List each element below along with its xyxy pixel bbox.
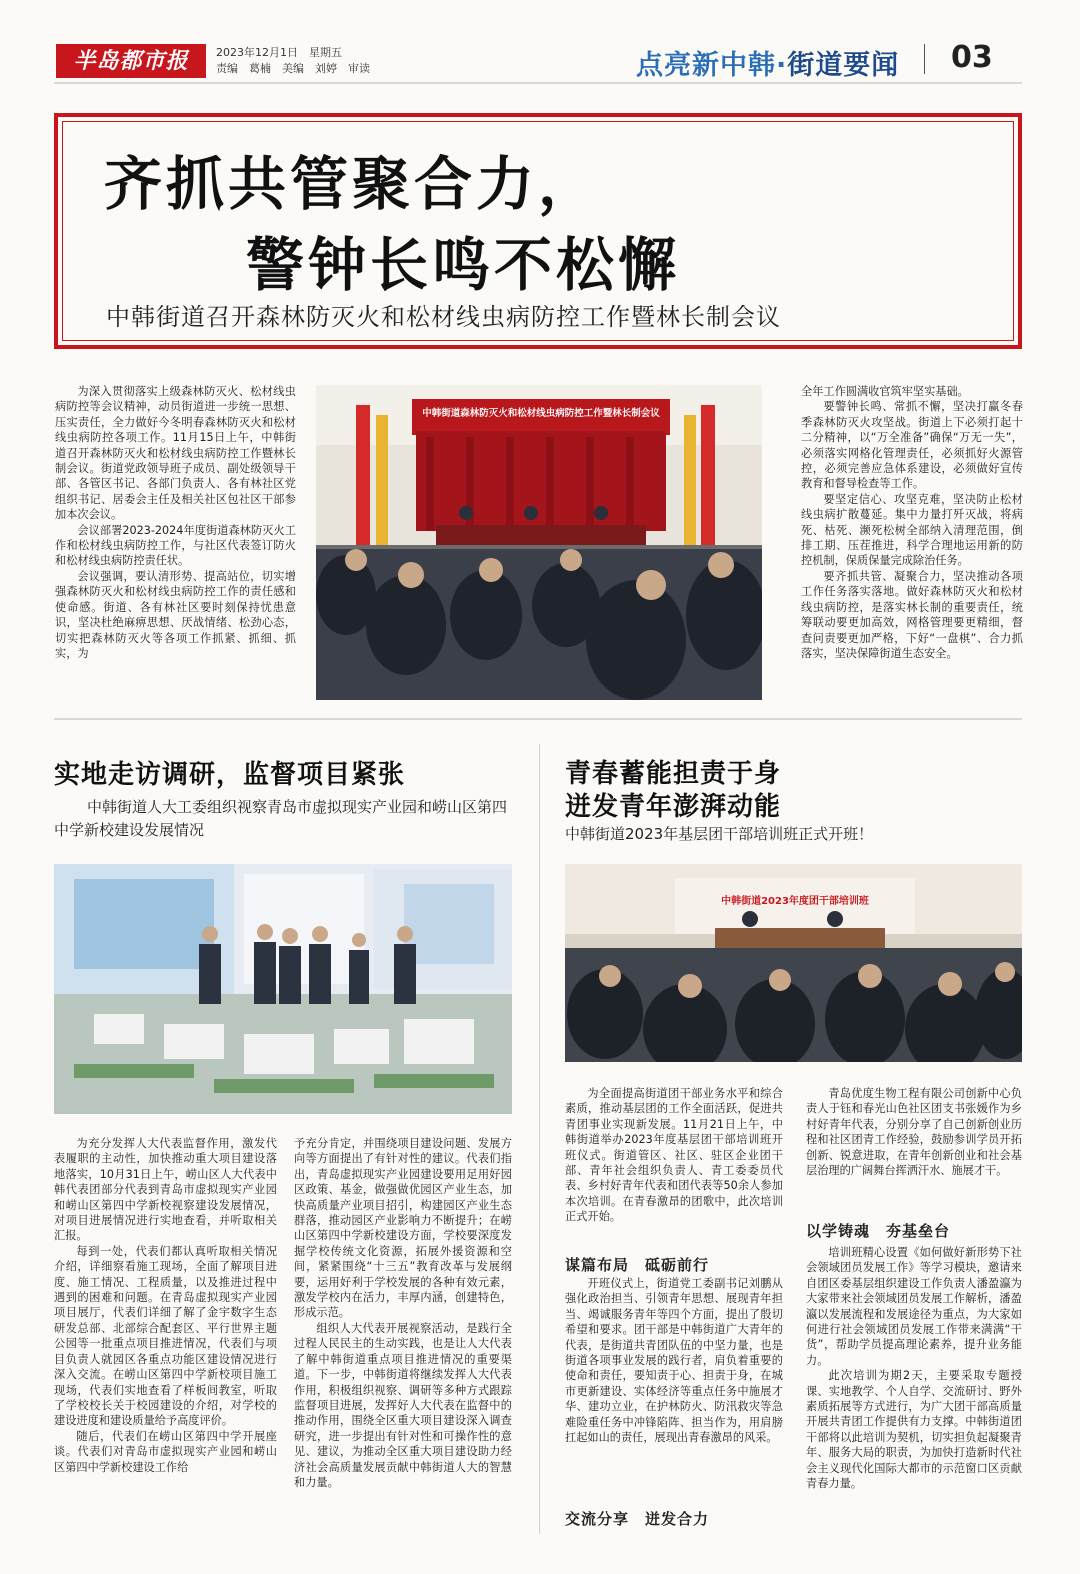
newspaper-logo: 半岛都市报: [56, 44, 206, 78]
right-article-title-line2: 迸发青年澎湃动能: [565, 792, 782, 822]
paragraph: 每到一处，代表们都认真听取相关情况介绍，详细察看施工现场，全面了解项目进度、施工情况、工程质量，以及推进过程中遇到的困难和问题。在青岛虚拟现实产业园项目展厅，代表们详细了解了金宇数字生态研发总部、北部综合配套区、平行世界主题公园等一批重点项目推进情况，代表们与项目负责人就园区各重点功能区建设情况进行深入交流。在崂山区第四中学新校项目施工现场，代表们实地查看了样板间教室，听取了学校校长关于校园建设的介绍，对学校的建设进度和建设质量给予高度评价。: [54, 1244, 277, 1428]
right-article-intro: [565, 1086, 783, 1234]
paragraph: 组织人大代表开展视察活动，是践行全过程人民民主的生动实践，也是让人大代表了解中韩街道重点项目推进情况的重要渠道。下一步，中韩街道将继续发挥人大代表作用，积极组织视察、调研等多种方式跟踪监督项目进展，发挥好人大代表在监督中的推动作用，围绕全区重大项目建设深入调查研究，进一步提出有针对性和可操作性的意见、建议，为推动全区重大项目建设助力经济社会高质量发展贡献中韩街道人大的智慧和力量。: [294, 1321, 512, 1489]
headline-subtitle: 中韩街道召开森林防灭火和松材线虫病防控工作暨林长制会议: [106, 303, 781, 331]
section-title: [636, 43, 899, 82]
lead-right-column: [801, 384, 1023, 700]
right-article-body-b: [806, 1245, 1022, 1535]
section-title-b: 街道要闻: [787, 50, 900, 81]
headline-line2: 警钟长鸣不松懈: [246, 231, 681, 299]
paragraph: 随后，代表们在崂山区第四中学开展座谈。代表们对青岛市虚拟现实产业园和崂山区第四中学新校建设工作给: [54, 1429, 277, 1474]
paragraph: 全年工作圆满收官筑牢坚实基础。: [801, 385, 969, 398]
right-article-intro-b: [806, 1086, 1022, 1204]
left-article-column-2: [294, 1136, 512, 1528]
paragraph: 要坚定信心、攻坚克难，坚决防止松材线虫病扩散蔓延。集中力量打歼灭战，将病死、枯死、濒死松树全部纳入清理范围，倒排工期、压茬推进，科学合理地运用新的防控机制，保质保量完成除治任务。: [801, 492, 1023, 568]
editors-line: 责编 葛楠 美编 刘婷 审读: [216, 62, 370, 75]
left-article-subtitle: 中韩街道人大工委组织视察青岛市虚拟现实产业园和崂山区第四中学新校建设发展情况: [54, 798, 508, 839]
section-rule: [54, 718, 1022, 720]
subsection-heading-2: 以学铸魂 夯基垒台: [806, 1222, 951, 1240]
section-title-a: 点亮新中韩·: [636, 50, 788, 81]
meeting-photo: [316, 385, 762, 700]
paragraph: 会议部署2023-2024年度街道森林防灭火工作和松材线虫病防控工作，与社区代表签订防火和松材线虫病防控责任状。: [55, 523, 296, 568]
page-number: 03: [951, 40, 993, 75]
industrial-park-photo: [54, 864, 512, 1114]
subsection-heading-3: 交流分享 迸发合力: [565, 1510, 710, 1528]
paragraph: 要齐抓共管、凝聚合力，坚决推动各项工作任务落实落地。做好森林防灭火和松材线虫病防控，是落实林长制的重要责任，统筹联动要更加高效，网格管理要更精细，督查问责要更加严格，下好“一盘棋”、合力抓落实，坚决保障街道生态安全。: [801, 569, 1023, 660]
paragraph: 培训班精心设置《如何做好新形势下社会领域团员发展工作》等学习模块，邀请来自团区委基层组织建设工作负责人潘盈瀛为大家带来社会领域团员发展工作解析，潘盈瀛以发展流程和发展途径为重点，为大家如何进行社会领域团员发展工作带来满满“干货”，帮助学员提高理论素养，提升业务能力。: [806, 1246, 1022, 1367]
paragraph: 开班仪式上，街道党工委副书记刘鹏从强化政治担当、引领青年思想、展现青年担当、竭诚服务青年等四个方面，提出了殷切希望和要求。团干部是中韩街道广大青年的代表，是街道共青团队伍的中坚力量，也是街道各项事业发展的践行者，肩负着重要的使命和责任，要知责于心、担责于身，在城市更新建设、实体经济等重点任务中施展才华、建功立业，在护林防火、防汛救灾等急难险重任务中冲锋陷阵、担当作为，用肩膀扛起如山的责任，展现出青春激昂的风采。: [565, 1277, 783, 1445]
lead-left-column: [55, 384, 296, 680]
paragraph: 予充分肯定，并围绕项目建设问题、发展方向等方面提出了有针对性的建议。代表们指出，青岛虚拟现实产业园建设要用足用好园区政策、基金，做强做优园区产业生态，加快高质量产业项目招引，构建园区产业生态群落，推动园区产业影响力不断提升；在崂山区第四中学新校建设方面，学校要深度发掘学校传统文化资源，拓展外援资源和空间，紧紧围绕“十三五”教育改革与发展纲要，运用好利于学校发展的各种有效元素，激发学校内在活力，丰厚内涵，创建特色，形成示范。: [294, 1137, 512, 1320]
paragraph: 会议强调，要认清形势、提高站位，切实增强森林防灭火和松材线虫病防控工作的责任感和使命感。街道、各有林社区要时刻保持忧患意识，坚决杜绝麻痹思想、厌战情绪、松劲心态，切实把森林防灭火等各项工作抓紧、抓细、抓实，为: [55, 569, 296, 660]
column-divider: [539, 744, 540, 1534]
paragraph: 为充分发挥人大代表监督作用，激发代表履职的主动性，加快推动重大项目建设落地落实，10月31日上午，崂山区人大代表中韩代表团部分代表到青岛市虚拟现实产业园和崂山区第四中学新校视察建设发展情况，对项目进展情况进行实地查看，并听取相关汇报。: [54, 1137, 277, 1243]
issue-date: 2023年12月1日 星期五: [216, 46, 342, 59]
paragraph: 为深入贯彻落实上级森林防灭火、松材线虫病防控等会议精神，动员街道进一步统一思想、压实责任，全力做好今冬明春森林防灭火和松材线虫病防控各项工作。11月15日上午，中韩街道召开森林防灭火和松材线虫病防控工作暨林长制会议。街道党政领导班子成员、副处级领导干部、各管区书记、各部门负责人、各有林社区党组织书记、居委会主任及相关社区包社区干部参加本次会议。: [55, 385, 296, 522]
right-article-body-a: [565, 1276, 783, 1480]
training-photo: [565, 864, 1022, 1062]
left-article-column-1: [54, 1136, 277, 1528]
subsection-heading-1: 谋篇布局 砥砺前行: [565, 1256, 710, 1274]
paragraph: 此次培训为期2天，主要采取专题授课、实地教学、个人自学、交流研讨、野外素质拓展等方式进行，为广大团干部高质量开展共青团工作提供有力支撑。中韩街道团干部将以此培训为契机，切实担负起凝聚青年、服务大局的职责，为加快打造新时代社会主义现代化国际大都市的示范窗口区贡献青春力量。: [806, 1369, 1022, 1491]
header-rule: [54, 82, 1022, 84]
paragraph: 青岛优度生物工程有限公司创新中心负责人于钰和春光山色社区团支书张媛作为乡村好青年代表，分别分享了自己创新创业历程和社区团青工作经验，鼓励参训学员开拓创新、锐意进取，在青年创新创业和社会基层治理的广阔舞台挥洒汗水、施展才干。: [806, 1087, 1022, 1178]
paragraph: 要警钟长鸣、常抓不懈，坚决打赢冬春季森林防灭火攻坚战。街道上下必须打起十二分精神，以“万全准备”确保“万无一失”，必须落实网格化管理责任，必须抓好火源管控，必须完善应急体系建设，必须做好宣传教育和督导检查等工作。: [801, 400, 1023, 491]
photo-banner: 中韩街道森林防灭火和松材线虫病防控工作暨林长制会议: [422, 408, 660, 419]
right-article-subtitle: 中韩街道2023年基层团干部培训班正式开班！: [565, 825, 874, 843]
right-article-title-line1: 青春蓄能担责于身: [565, 759, 782, 789]
left-article-title: 实地走访调研，监督项目紧张: [54, 760, 406, 790]
header-divider: [924, 44, 925, 74]
headline-line1: 齐抓共管聚合力，: [104, 150, 601, 218]
paragraph: 为全面提高街道团干部业务水平和综合素质，推动基层团的工作全面活跃，促进共青团事业实现新发展。11月21日上午，中韩街道举办2023年度基层团干部培训班开班仪式。街道管区、社区、驻区企业团干部、青年社会组织负责人、青工委委员代表、乡村好青年代表和团代表等50余人参加本次培训。在青春激昂的团歌中，此次培训正式开始。: [565, 1087, 783, 1224]
photo-banner: 中韩街道2023年度团干部培训班: [721, 896, 869, 907]
